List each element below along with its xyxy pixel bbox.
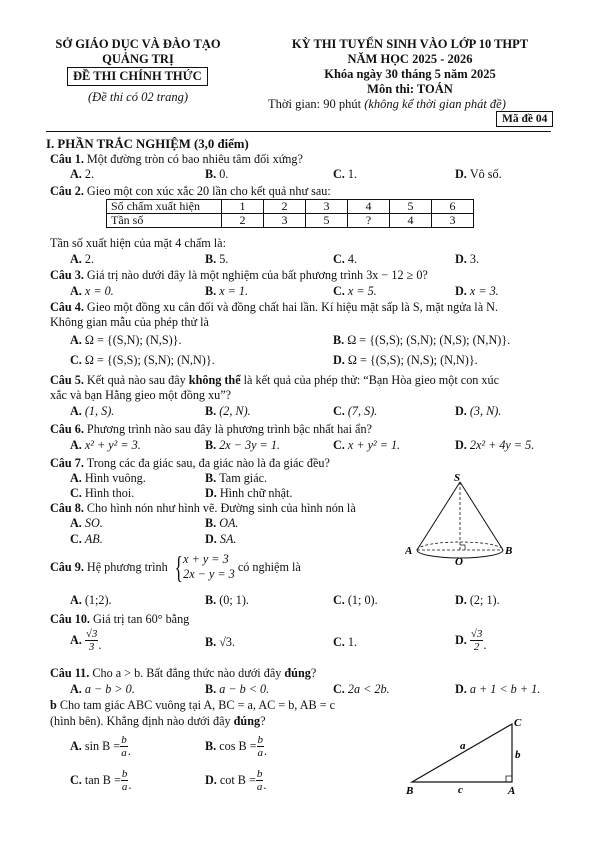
province-name: QUẢNG TRỊ: [102, 52, 174, 66]
q6-option-d[interactable]: D. 2x² + 4y = 5.: [455, 438, 535, 452]
fraction: $\frac{b}{a}$: [121, 734, 127, 759]
section-title: I. PHẦN TRẮC NGHIỆM (3,0 điểm): [46, 137, 249, 151]
time-limit: Thời gian: 90 phút (không kể thời gian phát đề): [268, 97, 506, 111]
question-10: Câu 10. Giá trị tan 60° bằng: [50, 612, 190, 626]
triangle-label-c: C: [514, 717, 522, 729]
q2-option-a[interactable]: A. 2.: [70, 252, 94, 266]
cone-figure: [405, 472, 515, 568]
q12-option-c[interactable]: C. tan B = $\frac{b}{a}$ .: [70, 768, 132, 793]
q8-option-b[interactable]: B. OA.: [205, 516, 239, 530]
fraction: $\frac{b}{a}$: [121, 768, 128, 793]
q12-option-d[interactable]: D. cot B = $\frac{b}{a}$ .: [205, 768, 267, 793]
table-cell: 2: [222, 214, 264, 228]
subject: Môn thi: TOÁN: [367, 82, 453, 96]
triangle-label-b: B: [406, 785, 414, 796]
table-cell: 5: [390, 200, 432, 214]
q11-option-c[interactable]: C. 2a < 2b.: [333, 682, 390, 696]
question-9: Câu 9. Hệ phương trình { x + y = 3 2x − y = 3 có nghiệm là: [50, 549, 301, 585]
q1-option-d[interactable]: D. Vô số.: [455, 167, 502, 181]
question-6: Câu 6. Phương trình nào sau đây là phương trình bậc nhất hai ẩn?: [50, 422, 372, 436]
side-label-c: c: [458, 784, 463, 796]
table-cell: 1: [222, 200, 264, 214]
header-divider: [46, 131, 551, 132]
school-year: NĂM HỌC 2025 - 2026: [347, 52, 473, 66]
q10-option-d[interactable]: D. $\frac{√3}{2}$ .: [455, 628, 487, 653]
table-cell: 5: [306, 214, 348, 228]
page-count: (Đề thi có 02 trang): [88, 90, 188, 104]
q6-option-c[interactable]: C. x + y² = 1.: [333, 438, 401, 452]
triangle-abc: [412, 724, 512, 782]
side-label-b: b: [515, 749, 521, 761]
q8-option-c[interactable]: C. AB.: [70, 532, 103, 546]
question-11: Câu 11. Cho a > b. Bất đẳng thức nào dưới đây đúng?: [50, 666, 317, 680]
exam-title: KỲ THI TUYỂN SINH VÀO LỚP 10 THPT: [291, 37, 529, 51]
q11-option-b[interactable]: B. a − b < 0.: [205, 682, 270, 696]
q12-option-b[interactable]: B. cos B = $\frac{b}{a}$ .: [205, 734, 268, 759]
q9-option-c[interactable]: C. (1; 0).: [333, 593, 378, 607]
table-header-cell: Số chấm xuất hiện: [107, 200, 222, 214]
fraction: $\frac{b}{a}$: [257, 734, 264, 759]
q5-option-c[interactable]: C. (7, S).: [333, 404, 378, 418]
cone-label-b: B: [505, 545, 513, 557]
q2-option-b[interactable]: B. 5.: [205, 252, 229, 266]
q10-option-b[interactable]: B. √3.: [205, 635, 236, 649]
q11-option-a[interactable]: A. a − b > 0.: [70, 682, 135, 696]
cone-line-sa: [417, 482, 460, 550]
side-label-a: a: [460, 740, 466, 752]
q4-option-a[interactable]: A. Ω = {(S,N); (N,S)}.: [70, 333, 182, 347]
q3-option-d[interactable]: D. x = 3.: [455, 284, 499, 298]
q10-option-c[interactable]: C. 1.: [333, 635, 357, 649]
question-2: Câu 2. Gieo một con xúc xắc 20 lần cho kết quả như sau:: [50, 184, 331, 198]
q1-option-c[interactable]: C. 1.: [333, 167, 357, 181]
q4-option-b[interactable]: B. Ω = {(S,S); (S,N); (N,S); (N,N)}.: [333, 333, 511, 347]
cone-label-o: O: [455, 556, 463, 568]
right-angle-mark: [460, 545, 465, 550]
q5-option-b[interactable]: B. (2, N).: [205, 404, 251, 418]
question-3: Câu 3. Giá trị nào dưới đây là một nghiệm của bất phương trình 3x − 12 ≥ 0?: [50, 268, 428, 282]
q11-option-d[interactable]: D. a + 1 < b + 1.: [455, 682, 541, 696]
q9-option-d[interactable]: D. (2; 1).: [455, 593, 500, 607]
official-badge: ĐỀ THI CHÍNH THỨC: [67, 67, 208, 86]
table-cell: ?: [348, 214, 390, 228]
cone-label-a: A: [405, 545, 413, 557]
question-4: Câu 4. Gieo một đồng xu cân đối và đồng chất hai lần. Kí hiệu mặt sấp là S, mặt ngửa là N.: [50, 300, 498, 314]
question-12: b Cho tam giác ABC vuông tại A, BC = a, AC = b, AB = c: [50, 698, 336, 712]
q1-option-b[interactable]: B. 0.: [205, 167, 229, 181]
cone-label-s: S: [454, 472, 461, 484]
dept-name: SỞ GIÁO DỤC VÀ ĐÀO TẠO: [55, 37, 221, 51]
right-angle-mark: [506, 776, 512, 782]
system-brace: {: [174, 549, 183, 585]
fraction: $\frac{√3}{2}$: [470, 628, 483, 653]
q3-option-c[interactable]: C. x = 5.: [333, 284, 377, 298]
question-4-line2: Không gian mẫu của phép thử là: [50, 315, 209, 329]
q4-option-c[interactable]: C. Ω = {(S,S); (S,N); (N,N)}.: [70, 353, 215, 367]
table-cell: 4: [390, 214, 432, 228]
q7-option-c[interactable]: C. Hình thoi.: [70, 486, 135, 500]
fraction: $\frac{√3}{3}$: [85, 628, 98, 653]
q9-option-a[interactable]: A. (1;2).: [70, 593, 112, 607]
q7-option-b[interactable]: B. Tam giác.: [205, 471, 268, 485]
q8-option-a[interactable]: A. SO.: [70, 516, 103, 530]
q3-option-b[interactable]: B. x = 1.: [205, 284, 249, 298]
question-12-line2: (hình bên). Khẳng định nào dưới đây đúng?: [50, 714, 266, 728]
q9-option-b[interactable]: B. (0; 1).: [205, 593, 249, 607]
table-cell: 6: [432, 200, 474, 214]
question-2-ask: Tần số xuất hiện của mặt 4 chấm là:: [50, 236, 226, 250]
table-row: [107, 214, 474, 228]
q2-option-c[interactable]: C. 4.: [333, 252, 357, 266]
q7-option-d[interactable]: D. Hình chữ nhật.: [205, 486, 293, 500]
question-5-line2: xắc và bạn Hằng gieo một đồng xu”?: [50, 388, 232, 402]
q10-option-a[interactable]: A. $\frac{√3}{3}$ .: [70, 628, 102, 653]
q5-option-d[interactable]: D. (3, N).: [455, 404, 502, 418]
q6-option-a[interactable]: A. x² + y² = 3.: [70, 438, 141, 452]
triangle-figure: [400, 716, 530, 796]
q6-option-b[interactable]: B. 2x − 3y = 1.: [205, 438, 280, 452]
q1-option-a[interactable]: A. 2.: [70, 167, 94, 181]
question-1: Câu 1. Một đường tròn có bao nhiêu tâm đối xứng?: [50, 152, 303, 166]
exam-code: Mã đề 04: [496, 111, 553, 127]
q12-option-a[interactable]: A. sin B = $\frac{b}{a}$ .: [70, 734, 131, 759]
q3-option-a[interactable]: A. x = 0.: [70, 284, 114, 298]
table-cell: 3: [306, 200, 348, 214]
table-cell: 3: [264, 214, 306, 228]
triangle-label-a: A: [508, 785, 516, 796]
question-8: Câu 8. Cho hình nón như hình vẽ. Đường sinh của hình nón là: [50, 501, 356, 515]
q5-option-a[interactable]: A. (1, S).: [70, 404, 115, 418]
q8-option-d[interactable]: D. SA.: [205, 532, 237, 546]
cone-line-sb: [460, 482, 503, 550]
table-cell: 3: [432, 214, 474, 228]
table-cell: 4: [348, 200, 390, 214]
question-7: Câu 7. Trong các đa giác sau, đa giác nào là đa giác đều?: [50, 456, 330, 470]
q7-option-a[interactable]: A. Hình vuông.: [70, 471, 146, 485]
q4-option-d[interactable]: D. Ω = {(S,S); (N,S); (N,N)}.: [333, 353, 478, 367]
question-5: Câu 5. Kết quả nào sau đây không thể là kết quả của phép thử: “Bạn Hòa gieo một con xúc: [50, 373, 500, 387]
q2-option-d[interactable]: D. 3.: [455, 252, 479, 266]
fraction: $\frac{b}{a}$: [256, 768, 263, 793]
frequency-table: [106, 199, 474, 228]
exam-date: Khóa ngày 30 tháng 5 năm 2025: [324, 67, 496, 81]
equation-system: x + y = 3 2x − y = 3: [183, 552, 235, 581]
table-cell: 2: [264, 200, 306, 214]
table-header-cell: Tần số: [107, 214, 222, 228]
table-row: [107, 200, 474, 214]
